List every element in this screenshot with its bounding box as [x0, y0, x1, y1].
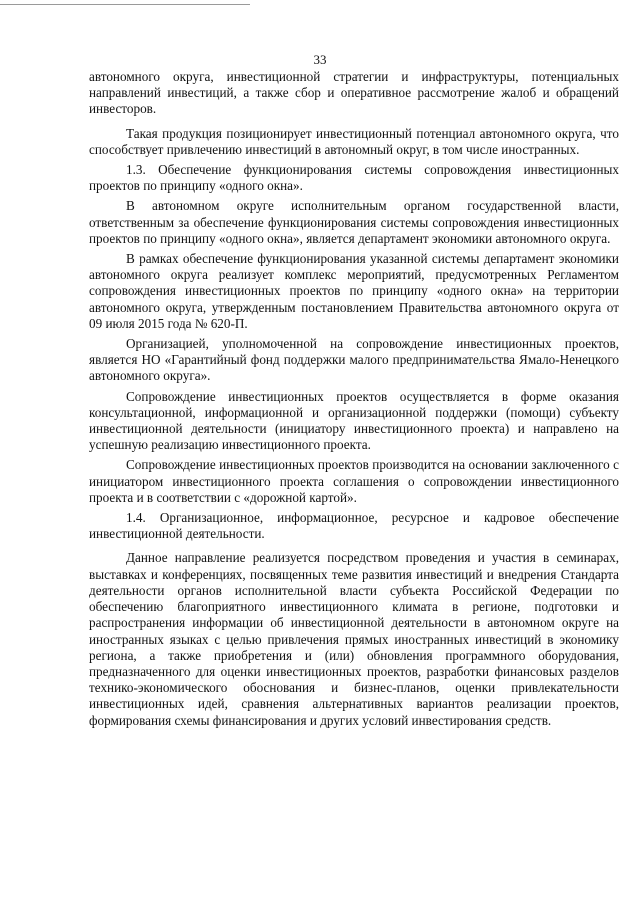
paragraph-support-form: Сопровождение инвестиционных проектов осуществляется в форме оказания консультационной, информационной и организационной поддержки (помощи) субъекту инвестиционной деятельности (инициатору инвестиционного проекта) и направлено на успешную реализацию инвестиционного проекта.: [89, 388, 619, 453]
paragraph-products: Такая продукция позиционирует инвестиционный потенциал автономного округа, что способствует привлечению инвестиций в автономный округ, в том числе иностранных.: [89, 125, 619, 157]
paragraph-executive-body: В автономном округе исполнительным органом государственной власти, ответственным за обеспечение функционирования системы сопровождения инвестиционных проектов по принципу «одного окна», является департамент экономики автономного округа.: [89, 198, 619, 246]
paragraph-regulation: В рамках обеспечение функционирования указанной системы департамент экономики автономного округа реализует комплекс мероприятий, предусмотренных Регламентом сопровождения инвестиционных проектов по принципу «одного окна» на территории автономного округа, утвержденным постановлением Правительства автономного округа от 09 июля 2015 года № 620-П.: [89, 251, 619, 331]
document-body: [89, 69, 619, 729]
section-heading-1-3: 1.3. Обеспечение функционирования системы сопровождения инвестиционных проектов по принципу «одного окна».: [89, 162, 619, 194]
top-edge-rule: [0, 0, 250, 5]
paragraph-continuation: автономного округа, инвестиционной стратегии и инфраструктуры, потенциальных направлений инвестиций, а также сбор и оперативное рассмотрение жалоб и обращений инвесторов.: [89, 69, 619, 117]
page-number: 33: [313, 52, 327, 67]
paragraph-organization: Организацией, уполномоченной на сопровождение инвестиционных проектов, является НО «Гарантийный фонд поддержки малого предпринимательства Ямало-Ненецкого автономного округа».: [89, 336, 619, 384]
paragraph-direction: Данное направление реализуется посредством проведения и участия в семинарах, выставках и конференциях, посвященных теме развития инвестиций и внедрения Стандарта деятельности органов исполнительной власти субъекта Российской Федерации по обеспечению благоприятного инвестиционного климата в регионе, подготовки и распространения информации об инвестиционной деятельности в автономном округе на иностранных языках с целью привлечения прямых иностранных инвестиций в экономику региона, а также приобретения и (или) обновления программного оборудования, предназначенного для оценки инвестиционных проектов, разработки финансовых разделов технико-экономического обоснования и бизнес-планов, оценки привлекательности инвестиционных идей, сравнения альтернативных вариантов реализации проектов, формирования схемы финансирования и других условий инвестирования средств.: [89, 550, 619, 728]
paragraph-agreement: Сопровождение инвестиционных проектов производится на основании заключенного с инициатором инвестиционного проекта соглашения о сопровождении инвестиционного проекта и в соответствии с «дорожной картой».: [89, 457, 619, 505]
section-heading-1-4: 1.4. Организационное, информационное, ресурсное и кадровое обеспечение инвестиционной деятельности.: [89, 510, 619, 542]
